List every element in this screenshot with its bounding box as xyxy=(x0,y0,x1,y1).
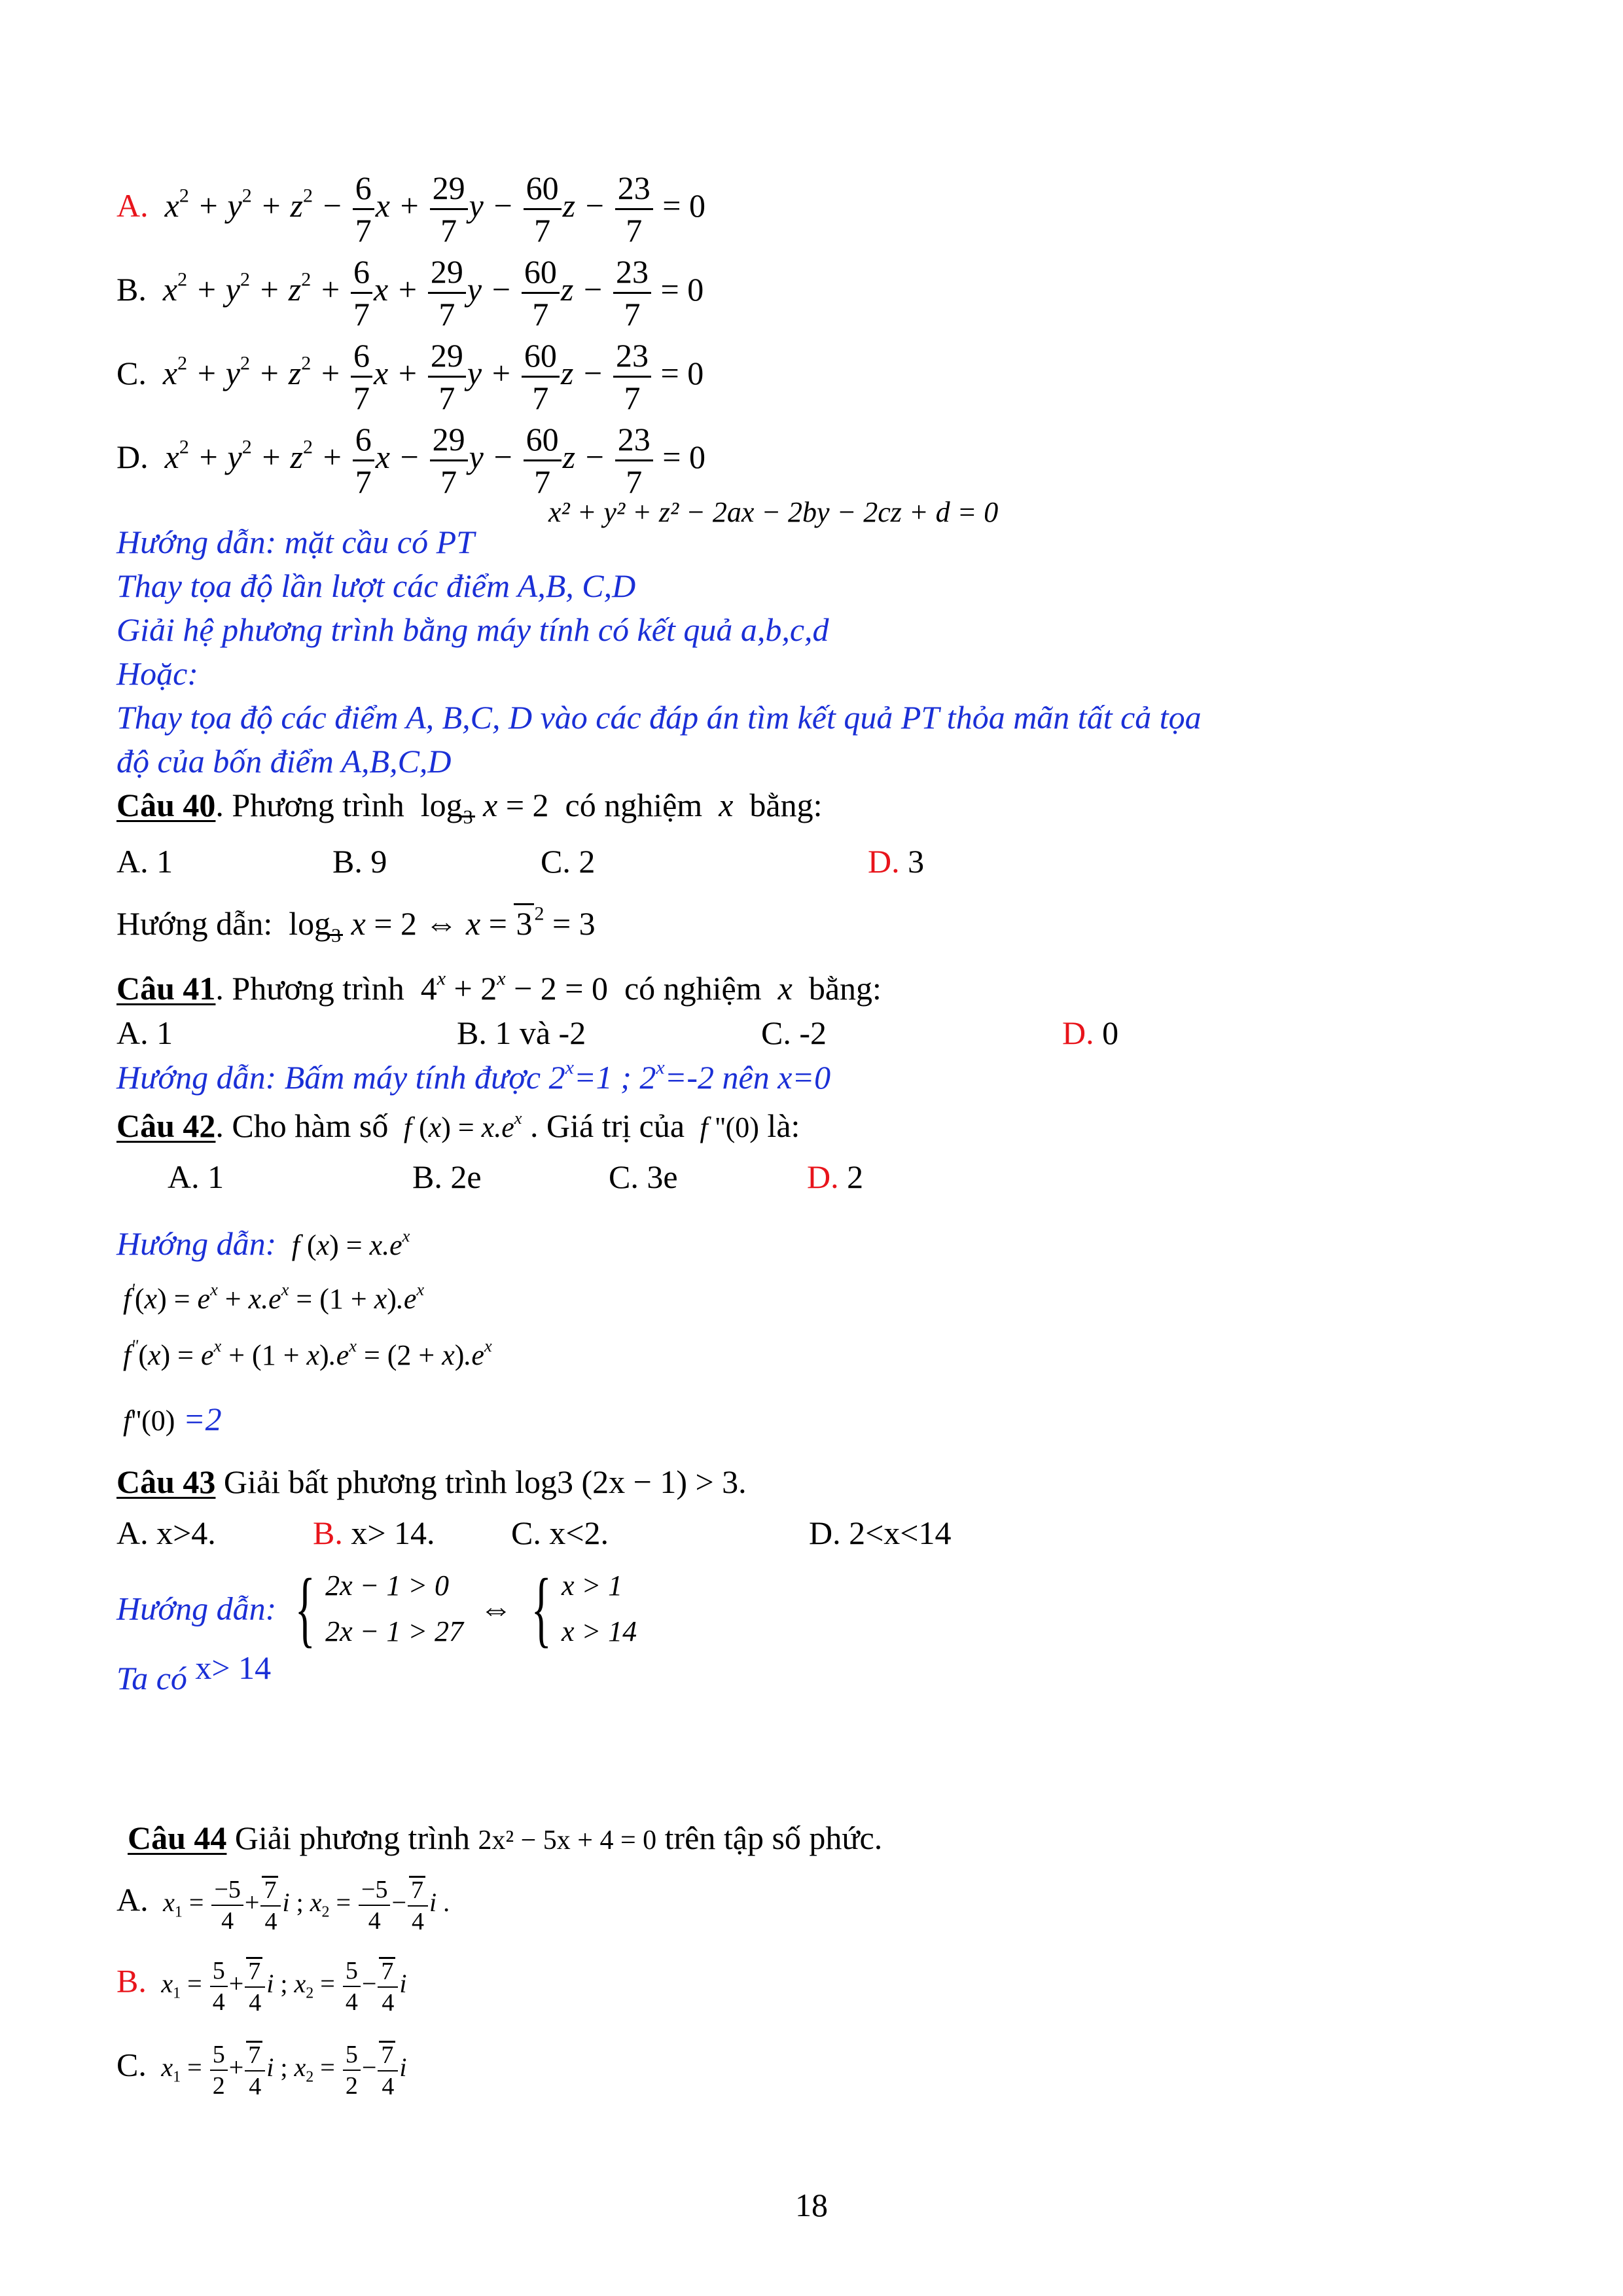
guide-equation: $\log_3 x = 2$ ⇔ x = 3 $^2$ = 3 xyxy=(289,903,596,946)
sphere-general-equation: x² + y² + z² − 2ax − 2by − 2cz + d = 0 xyxy=(548,496,999,528)
option-d-value: 2 xyxy=(847,1158,864,1195)
question-number: Câu 40 xyxy=(116,787,216,823)
sphere-equation: $x^2 + y^2 + z^2$ + $\frac{6}{7}$ x + $\frac{29}{7}$ y − $\frac{60}{7}$ z − $\frac{23}{7}$ = 0 xyxy=(154,253,704,332)
option-d-value: 0 xyxy=(1102,1014,1119,1051)
guide-39-line-2: Thay tọa độ lần lượt các điểm A,B, C,D xyxy=(116,567,636,604)
question-text: . Phương trình xyxy=(215,787,404,823)
option-b xyxy=(313,1515,435,1552)
question-text: Giải phương trình xyxy=(234,1820,470,1856)
question-number: Câu 43 xyxy=(116,1463,216,1500)
page-number: 18 xyxy=(795,2187,828,2223)
option-a: A. 1 xyxy=(168,1158,224,1195)
guide-39-line-4: Hoặc: xyxy=(116,655,198,692)
question-number: Câu 44 xyxy=(128,1820,227,1856)
option-b-label: B. xyxy=(313,1515,343,1551)
second-derivative: f ''(0) xyxy=(692,1111,759,1143)
guide-function: f $(x) = x.e^x$ xyxy=(284,1226,410,1261)
option-label: B. xyxy=(116,270,147,308)
option-label: C. xyxy=(116,2046,147,2083)
option-label: D. xyxy=(116,438,149,475)
option-a-44 xyxy=(116,1876,450,1934)
option-a: A. 1 xyxy=(116,1014,173,1051)
option-d xyxy=(1062,1014,1118,1052)
option-b: B. 2e xyxy=(412,1158,482,1195)
option-label: A. xyxy=(116,1881,149,1918)
option-a-39 xyxy=(116,171,705,247)
question-text-2: có nghiệm xyxy=(624,970,762,1007)
question-42 xyxy=(116,1107,800,1145)
conclusion-value: x> 14 xyxy=(195,1649,272,1686)
system-1-line-1: 2x − 1 > 0 xyxy=(325,1570,450,1602)
complex-roots: $x_1$ = $\frac{5}{4}$ + $\frac{7}{4}$ i ; $x_2$ = $\frac{5}{4}$ − $\frac{7}{4}$ i xyxy=(154,1956,407,2017)
option-label: B. xyxy=(116,1962,147,2000)
guide-40 xyxy=(116,903,596,946)
option-d xyxy=(807,1158,863,1196)
function-definition: f $(x) = x.e^x$ xyxy=(396,1108,522,1143)
option-d-label: D. xyxy=(868,843,900,880)
question-text: Giải bất phương trình xyxy=(223,1463,507,1500)
log-equation: $\log_3 x = 2$ xyxy=(420,787,549,828)
log-inequality: log3 (2x − 1) > 3. xyxy=(515,1463,747,1500)
guide-text-2: =1 ; 2 xyxy=(573,1059,656,1096)
equivalence-symbol: ⇔ xyxy=(471,1590,513,1627)
option-b-value: x> 14. xyxy=(351,1515,435,1551)
system-2-line-2: x > 14 xyxy=(561,1615,637,1648)
guide-text-3: =-2 nên x=0 xyxy=(664,1059,831,1096)
conclusion-label: Ta có xyxy=(116,1660,187,1696)
option-c-44 xyxy=(116,2041,407,2099)
guide-43 xyxy=(116,1563,637,1655)
option-b-44 xyxy=(116,1957,407,2015)
guide-42-line-4 xyxy=(123,1401,222,1439)
complex-roots: $x_1$ = $\frac{5}{2}$ + $\frac{7}{4}$ i ; $x_2$ = $\frac{5}{2}$ − $\frac{7}{4}$ i xyxy=(154,2040,407,2100)
option-c-39 xyxy=(116,339,704,414)
option-c: C. x<2. xyxy=(511,1515,609,1551)
guide-42-line-2: $f'(x) = e^x + x.e^x = (1 + x).e^x$ xyxy=(123,1280,425,1315)
result-value: =2 xyxy=(183,1401,222,1437)
guide-39-line-5: Thay tọa độ các điểm A, B,C, D vào các đáp án tìm kết quả PT thỏa mãn tất cả tọa xyxy=(116,699,1202,736)
option-d: D. 2<x<14 xyxy=(809,1515,952,1551)
sphere-equation: $x^2 + y^2 + z^2$ + $\frac{6}{7}$ x − $\frac{29}{7}$ y − $\frac{60}{7}$ z − $\frac{23}{7}$ = 0 xyxy=(156,421,705,500)
option-d-39 xyxy=(116,423,705,498)
question-text-3: là: xyxy=(767,1107,800,1144)
question-text-2: . Giá trị của xyxy=(530,1107,685,1144)
option-c: C. 3e xyxy=(609,1158,678,1195)
question-text-3: bằng: xyxy=(749,787,823,823)
complex-roots: $x_1$ = $\frac{-5}{4}$ + $\frac{7}{4}$ i ; $x_2$ = $\frac{-5}{4}$ − $\frac{7}{4}$ i . xyxy=(156,1875,450,1935)
question-text: . Cho hàm số xyxy=(215,1107,389,1144)
system-1 xyxy=(325,1563,463,1655)
quadratic-equation: 2x² − 5x + 4 = 0 xyxy=(478,1825,657,1856)
guide-label: Hướng dẫn: xyxy=(116,905,273,942)
conclusion-43 xyxy=(116,1649,272,1698)
question-text-2: có nghiệm xyxy=(565,787,703,823)
question-number: Câu 42 xyxy=(116,1107,216,1144)
option-b-39 xyxy=(116,255,704,331)
system-2 xyxy=(562,1563,637,1655)
option-label: C. xyxy=(116,354,147,391)
guide-39-line-1: Hướng dẫn: mặt cầu có PT xyxy=(116,524,474,560)
guide-39-line-6: độ của bốn điểm A,B,C,D xyxy=(116,743,452,780)
question-41 xyxy=(116,967,882,1008)
option-d-label: D. xyxy=(1062,1014,1094,1051)
variable-x: x xyxy=(710,787,741,823)
guide-42-line-3: $f^"(x) = e^x + (1 + x).e^x = (2 + x).e^x$ xyxy=(123,1336,492,1371)
exp-equation: $4^x + 2^x - 2 = 0$ xyxy=(420,967,608,1007)
system-1-line-2: 2x − 1 > 27 xyxy=(325,1615,464,1648)
guide-text-1: Hướng dẫn: Bấm máy tính được 2 xyxy=(116,1059,565,1096)
option-d xyxy=(868,843,924,881)
option-d-label: D. xyxy=(807,1158,839,1195)
question-44 xyxy=(128,1820,882,1857)
question-text-3: bằng: xyxy=(808,970,882,1007)
option-a: A. x>4. xyxy=(116,1515,216,1551)
guide-41: Hướng dẫn: Bấm máy tính được $2^x=1$ ; $2^x=-2$ nên x=0 xyxy=(116,1056,831,1096)
option-c: C. -2 xyxy=(761,1014,827,1051)
guide-label: Hướng dẫn: xyxy=(116,1225,277,1262)
guide-39-line-3: Giải hệ phương trình bằng máy tính có kết quả a,b,c,d xyxy=(116,611,829,648)
sphere-equation: $x^2 + y^2 + z^2$ + $\frac{6}{7}$ x + $\frac{29}{7}$ y + $\frac{60}{7}$ z − $\frac{23}{7}$ = 0 xyxy=(154,337,704,416)
option-b: B. 9 xyxy=(332,843,387,880)
option-d-value: 3 xyxy=(908,843,925,880)
question-number: Câu 41 xyxy=(116,970,216,1007)
question-43 xyxy=(116,1463,747,1501)
variable-x: x xyxy=(770,970,801,1007)
option-label: A. xyxy=(116,187,149,224)
left-brace: { xyxy=(294,1562,315,1657)
question-40 xyxy=(116,787,823,828)
system-2-line-1: x > 1 xyxy=(561,1570,623,1602)
sphere-equation: $x^2 + y^2 + z^2$ − $\frac{6}{7}$ x + $\frac{29}{7}$ y − $\frac{60}{7}$ z − $\frac{23}{7}$ = 0 xyxy=(156,170,705,249)
option-a: A. 1 xyxy=(116,843,173,880)
question-text: . Phương trình xyxy=(215,970,404,1007)
left-brace: { xyxy=(531,1562,552,1657)
second-derivative-at-zero: f''(0) xyxy=(123,1405,175,1437)
option-c: C. 2 xyxy=(541,843,596,880)
guide-label: Hướng dẫn: xyxy=(116,1590,277,1627)
question-text-2: trên tập số phức. xyxy=(664,1820,883,1856)
guide-42-line-1 xyxy=(116,1225,410,1263)
option-b: B. 1 và -2 xyxy=(457,1014,586,1051)
